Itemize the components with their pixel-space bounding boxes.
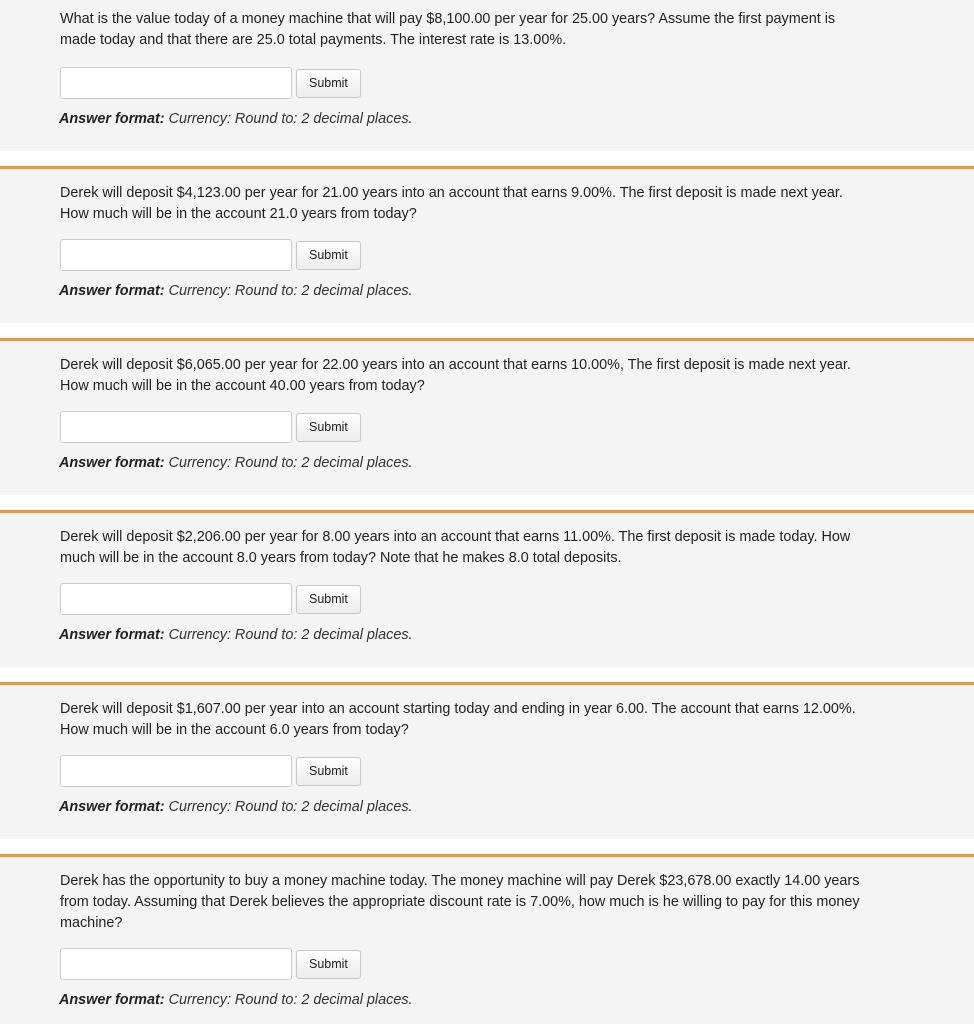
answer-format — [59, 455, 413, 471]
answer-row — [60, 239, 361, 271]
answer-row — [60, 755, 361, 787]
answer-input[interactable] — [60, 755, 292, 787]
answer-format — [59, 627, 413, 643]
answer-input[interactable] — [60, 948, 292, 980]
answer-format-text: Currency: Round to: 2 decimal places. — [168, 992, 413, 1008]
answer-format-label: Answer format: — [59, 455, 165, 471]
answer-row — [60, 948, 361, 980]
answer-format-label: Answer format: — [59, 283, 165, 299]
submit-button[interactable]: Submit — [296, 950, 361, 979]
submit-button[interactable]: Submit — [296, 585, 361, 614]
answer-format-label: Answer format: — [59, 799, 165, 815]
answer-format — [59, 283, 413, 299]
question-text: Derek will deposit $1,607.00 per year into an account starting today and ending in year 6.00. The account that earns 12.00%. How much will be in the account 6.0 years from today? — [60, 701, 856, 738]
answer-row — [60, 411, 361, 443]
answer-format — [59, 111, 413, 127]
question-card-3 — [0, 338, 974, 495]
answer-format-text: Currency: Round to: 2 decimal places. — [168, 283, 413, 299]
submit-button[interactable]: Submit — [296, 241, 361, 270]
question-card-1 — [0, 0, 974, 151]
submit-button[interactable]: Submit — [296, 413, 361, 442]
question-text: Derek will deposit $4,123.00 per year for 21.00 years into an account that earns 9.00%. The first deposit is made next year. How much will be in the account 21.0 years from today? — [60, 185, 843, 222]
submit-button[interactable]: Submit — [296, 757, 361, 786]
question-card-5 — [0, 682, 974, 839]
question-text: Derek has the opportunity to buy a money machine today. The money machine will pay Derek $23,678.00 exactly 14.00 years from today. Assuming that Derek believes the appropriate discount rate is 7.00%, how much is he willing to pay for this money machine? — [60, 873, 860, 931]
answer-format-text: Currency: Round to: 2 decimal places. — [168, 627, 413, 643]
question-text: Derek will deposit $6,065.00 per year for 22.00 years into an account that earns 10.00%, The first deposit is made next year. How much will be in the account 40.00 years from today? — [60, 357, 851, 394]
answer-format-label: Answer format: — [59, 111, 165, 127]
answer-format-text: Currency: Round to: 2 decimal places. — [168, 799, 413, 815]
answer-input[interactable] — [60, 583, 292, 615]
question-card-6 — [0, 854, 974, 1024]
submit-button[interactable]: Submit — [296, 69, 361, 98]
answer-input[interactable] — [60, 411, 292, 443]
question-text: Derek will deposit $2,206.00 per year for 8.00 years into an account that earns 11.00%. The first deposit is made today. How much will be in the account 8.0 years from today? Note that he makes 8.0 total deposits. — [60, 529, 851, 566]
question-text: What is the value today of a money machine that will pay $8,100.00 per year for 25.00 years? Assume the first payment is made today and that there are 25.0 total payments. The interest rate is 13.00%. — [60, 11, 836, 48]
answer-input[interactable] — [60, 67, 292, 99]
answer-input[interactable] — [60, 239, 292, 271]
answer-row — [60, 583, 361, 615]
answer-row — [60, 67, 361, 99]
question-card-2 — [0, 166, 974, 323]
answer-format — [59, 799, 413, 815]
answer-format-label: Answer format: — [59, 627, 165, 643]
answer-format-label: Answer format: — [59, 992, 165, 1008]
answer-format-text: Currency: Round to: 2 decimal places. — [168, 111, 413, 127]
question-card-4 — [0, 510, 974, 667]
answer-format — [59, 992, 413, 1008]
answer-format-text: Currency: Round to: 2 decimal places. — [168, 455, 413, 471]
